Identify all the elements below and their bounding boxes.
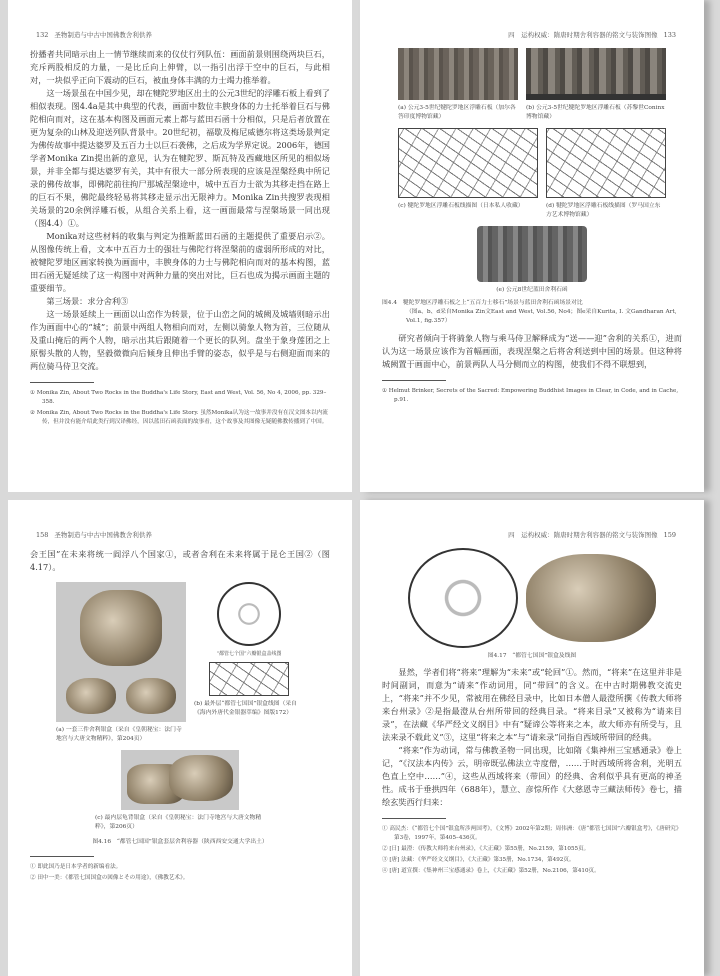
footnotes — [30, 863, 330, 885]
figure-label-a: (a) 公元3-5世纪犍陀罗地区浮雕石板（加尔各答印度博物馆藏） — [398, 105, 516, 120]
page-number: 158 — [36, 531, 49, 539]
running-head-title: 圣物制造与中古中国佛教舍利供养 — [54, 31, 152, 39]
footnotes — [30, 389, 330, 429]
lid-line-drawing — [408, 548, 518, 648]
silver-box-photo-a — [56, 582, 186, 722]
body-text — [382, 332, 682, 371]
footnote: ② [日] 最澄：《传教大师将来台州录》，《大正藏》第55册，No.2159，第1055页。 — [382, 846, 590, 852]
body-text — [382, 666, 682, 809]
figure-row-2 — [30, 750, 330, 832]
line-drawing-c — [398, 128, 538, 198]
relief-photo-b — [526, 48, 666, 100]
paragraph: 研究者倾向于将骑象人物与乘马侍卫解释成为“送——迎”舍利的关系①，进而认为这一场景应该作为首幅画面，表现涅槃之后将舍利送到中国的场景。但这种将城阙置于画面中心，前景两队人马分侧而立的构图，使我们不得不联想到， — [382, 333, 682, 369]
figure-caption: 图4.16 “都管七国国”银盒套层舍利容器（陕西西安交通大学出土） — [92, 839, 268, 845]
footnote-divider — [30, 856, 94, 857]
figure-label-b: (b) 最外层“都管七国国”银盒线图（采自《海内外唐代金银器萃编》图版172） — [194, 701, 297, 716]
running-head — [30, 30, 330, 40]
lid-line-drawing-b — [217, 582, 281, 646]
figure-row — [382, 548, 682, 648]
figure-label-e: (e) 公元8世纪蓝田舍利石函 — [496, 287, 568, 293]
page-158 — [8, 500, 352, 976]
body-text — [30, 548, 330, 574]
page-number: 132 — [36, 31, 49, 39]
paragraph: 显然，学者们将“将来”理解为“未来”或“轮回”①。然而，“将来”在这里并非是时间副词，而意为“请来”作动词用，同“带回”的含义。在中古时期佛教交流史上，“将来”并不少见，常被用在佛经目录中，比如日本僧人最澄所撰《传教大师将来台州录》②是指最澄从台州所带回的经典目录。“将来目录”又被称为“请来目录”，在法藏《华严经文义纲目》中有“疑谛公等将来之本，故大师亦有所受与，且法来录不载此义”③，这里“将来之本”与“请来录”同指自西域所带回的经典。 — [382, 667, 682, 742]
figure-c — [398, 128, 538, 211]
figure-a — [56, 582, 186, 744]
figure-source: （图a、b、d采自Monika Zin文East and West, Vol.56, No4；图e采自Kurita, I. 文Gandharan Art, Vol.1, fig.357） — [406, 309, 677, 324]
page-159 — [360, 500, 704, 976]
figure-row-2 — [382, 128, 682, 220]
box-image — [126, 678, 176, 714]
figure-label-d: (d) 犍陀罗地区浮雕石板线描图（罗马国立东方艺术博物馆藏） — [546, 203, 661, 218]
page-number: 159 — [663, 531, 676, 539]
footnotes — [382, 387, 682, 407]
running-head-title: 四 运构权威：隋唐时期舍利容器的铭文与装饰图像 — [508, 531, 658, 539]
figure-b — [194, 582, 304, 718]
running-head-title: 四 运构权威：隋唐时期舍利容器的铭文与装饰图像 — [508, 31, 658, 39]
page-133 — [360, 0, 704, 492]
running-head — [382, 30, 682, 40]
paragraph: 会王国”在未来将统一阎浮八个国家①，或者舍利在未来将属于昆仑王国②（图4.17）。 — [30, 549, 330, 572]
figure-c — [95, 750, 265, 832]
figure-b — [526, 48, 666, 122]
footnote: ④ [唐] 道宣撰：《集神州三宝感通录》卷上，《大正藏》第52册，No.2106，第410页。 — [382, 868, 600, 874]
relief-photo-a — [398, 48, 518, 100]
line-drawing-d — [546, 128, 666, 198]
footnotes — [382, 825, 682, 878]
body-text — [30, 48, 330, 373]
paragraph: 这一场景虽在中国少见，却在犍陀罗地区出土的公元3世纪的浮雕石板上看到了相似表现。图4.4a是其中典型的代表，画面中数位丰腴身体的力士托举着巨石与佛陀相向而对，这在基本构图及画面元素上都与蓝田石函十分相似，只是后者放置在更为复杂的山林及迎送列队背景中。20世纪初，福歇及梅尼威德尔将这类场景判定为佛传故事中提达婆罗及五百力士以巨石袭佛，之后成为学界定说。2006年，德国学者Monika Zin提出新的意见，认为在犍陀罗、斯瓦特及西藏地区所见的相似场景，并非全都与提达婆罗有关，其中有很大一部分所表现的应该是涅槃经典中所记录的佛传故事，即佛陀前往拘尸那城涅槃途中，城中五百力士欲为其移走挡在路上的巨石不果，佛陀最终轻易将其移走显示出无限神力。Monika Zin共搜罗表现相关场景的20余例浮雕石板，从组合关系上看，这一画面最常与涅槃场景一同出现（图4.4）①。 — [30, 88, 330, 228]
page-number: 133 — [663, 31, 676, 39]
footnote: ② Monika Zin, About Two Rocks in the Buddha's Life Story. 虽然Monika认为这一故事并没有在汉文图本以内流传，但并没有能介绍此类行到汉译佛经，因以蓝田石函表面的故事看，这个故事及其图像无疑随佛教传播到了中国。 — [30, 410, 328, 425]
figure-e — [457, 226, 607, 295]
figure-label-c: (c) 最内层龟背银盒（采自《皇朝秘宝：法门寺地宫与大唐文物精粹》，第206页） — [95, 815, 262, 830]
lid-image — [169, 755, 233, 801]
running-head — [382, 530, 682, 540]
footnote: ① 即此国乃是日本学者的新编看法。 — [30, 864, 122, 870]
figure-label-a: (a) 一套三件舍利银盒（采自《皇朝秘宝：法门寺地宫与大唐文物精粹》，第204页） — [56, 727, 182, 742]
figure-row-1 — [382, 48, 682, 122]
subheading: 第三场景：求分舍利③ — [46, 296, 129, 306]
figure-row-3 — [382, 226, 682, 295]
footnote-divider — [382, 380, 446, 381]
side-line-drawing-b — [209, 662, 289, 696]
footnote: ① 高民杰：《“都管七个国”银盒所涉两国考》，《文博》2002年第2期；周伟洲：《唐“都管七国国”六瓣银盒考》，《唐研究》第3卷，1997年，第405–436页。 — [382, 826, 682, 841]
footnote: ③ [唐] 法藏：《华严经文义纲目》，《大正藏》第35册，No.1734，第492页。 — [382, 857, 575, 863]
figure-a — [398, 48, 518, 122]
paragraph: 扮播者共同暗示由上一情节继续而来的仪仗行列队伍：画面前景则围绕两块巨石，充斥两股相反的力量，一是比丘向上伸臂，以一指引出浮于空中的巨石，与此相对，一块似乎正向下震动的巨石，被血身体丰满的力士竭力推举着。 — [30, 49, 330, 85]
stone-casket-photo-e — [477, 226, 587, 282]
figure-d — [546, 128, 666, 220]
figure-caption: 图4.17 “都管七国国”银盒及线图 — [487, 653, 577, 659]
footnote: ② 田中一美：《都管七国国盒の図像とその用途》，《佛教艺术》。 — [30, 875, 189, 881]
running-head — [30, 530, 330, 540]
footnote: ① Helmut Brinker, Secrets of the Sacred: Empowering Buddhist Images in Clear, in Code, and in Cache, p.91. — [382, 388, 679, 403]
paragraph: Monika对这些材料的收集与判定为推断蓝田石函的主题提供了重要启示②。从图像传统上看，文本中五百力士的强壮与佛陀行将涅槃前的虚弱所形成的对比，被犍陀罗地区画家转换为画面中，丰腴身体的力士与佛陀相向而对的基本构图，蓝田石函无疑延续了这一构图中对两种力量的突出对比，巨石也成为揭示画面主题的重要细节。 — [30, 231, 330, 293]
running-head-title: 圣物制造与中古中国佛教舍利供养 — [54, 531, 152, 539]
drawing-inner-label: “都管七个国”六瓣银盒盖线图 — [216, 651, 282, 657]
lid-image — [80, 590, 162, 666]
box-image — [66, 678, 116, 714]
figure-row-1 — [30, 582, 330, 744]
page-132 — [8, 0, 352, 492]
footnote-divider — [30, 382, 94, 383]
figure-caption: 图4.4 犍陀罗地区浮雕石板之上“五百力士移石”场景与蓝田舍利石函场景对比 — [382, 300, 583, 306]
figure-label-c: (c) 犍陀罗地区浮雕石板线描图（日本私人收藏） — [398, 203, 524, 209]
silver-box-photo-c — [121, 750, 239, 810]
paragraph: 这一场景延续上一画面以山峦作为转景，位于山峦之间的城阙及城墙则暗示出作为画面中心的“城”；前景中两组人物相向而对，左侧以骑象人物为首，三位随从及重山掩后的两个人物，暗示出其后跟随着一个更长的队列。盘坐于象身莲团之上原髻头散的人物，坚毅微微向后倾身且伸出手臂的姿态，似乎是与右侧迎面而来的两位骑马侍卫交流。 — [30, 309, 330, 371]
silver-box-photo — [526, 554, 656, 642]
footnote-divider — [382, 818, 446, 819]
figure-label-b: (b) 公元3-5世纪犍陀罗地区浮雕石板（苏黎世Coninx博物馆藏） — [526, 105, 665, 120]
footnote: ① Monika Zin, About Two Rocks in the Buddha's Life Story, East and West, Vol. 56, No 4, 2006, pp. 329–358. — [30, 390, 327, 405]
paragraph: “将来”作为动词，常与佛教圣物一同出现，比如隋《集神州三宝感通录》卷上记，“《汉法本内传》云，明帝既弘佛法立寺度僧，……于时西域所将舍利，光明五色直上空中……”④，这些从西域将来（带回）的经典、舍利似乎具有更高的神圣性。成书于垂拱四年（688年），慧立、彦悰所作《大慈恩寺三藏法师传》卷七，描绘玄奘西行归来： — [382, 745, 682, 807]
